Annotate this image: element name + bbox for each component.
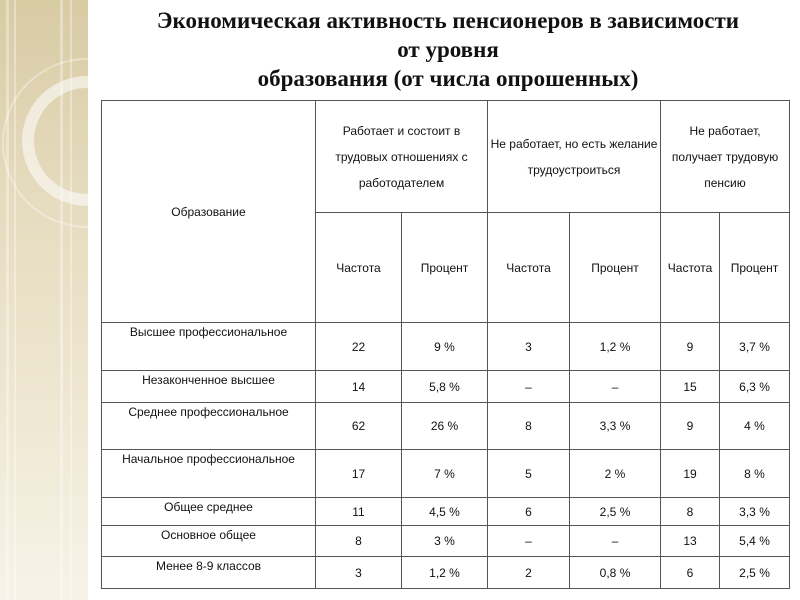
cell-value: 3,3 % <box>570 403 661 450</box>
table-row <box>102 323 790 371</box>
subheader-frequency: Частота <box>661 213 720 323</box>
cell-value: 3 <box>488 323 570 371</box>
table-header-row <box>102 101 790 213</box>
sidebar-stripe <box>14 0 16 600</box>
cell-value: 26 % <box>402 403 488 450</box>
group-header-pension: Не работает, получает трудовую пенсию <box>661 101 790 213</box>
education-level: Высшее профессиональное <box>102 323 316 371</box>
cell-value: 2,5 % <box>720 557 790 589</box>
education-level: Менее 8-9 классов <box>102 557 316 589</box>
cell-value: 62 <box>316 403 402 450</box>
cell-value: 6 <box>488 498 570 526</box>
education-level: Основное общее <box>102 526 316 557</box>
cell-value: 19 <box>661 450 720 498</box>
cell-value: 17 <box>316 450 402 498</box>
table-row <box>102 450 790 498</box>
cell-value: 3,3 % <box>720 498 790 526</box>
cell-value: 5,8 % <box>402 371 488 403</box>
cell-value: 0,8 % <box>570 557 661 589</box>
title-line-2: от уровня <box>397 37 499 62</box>
group-header-wants-job: Не работает, но есть желание трудоустроиться <box>488 101 661 213</box>
subheader-percent: Процент <box>402 213 488 323</box>
cell-value: 8 <box>488 403 570 450</box>
table-row <box>102 526 790 557</box>
cell-value: 4 % <box>720 403 790 450</box>
education-level: Общее среднее <box>102 498 316 526</box>
table-row <box>102 371 790 403</box>
table-row <box>102 557 790 589</box>
sidebar-stripe <box>6 0 9 600</box>
cell-value: 8 % <box>720 450 790 498</box>
cell-value: 6,3 % <box>720 371 790 403</box>
cell-value: 22 <box>316 323 402 371</box>
subheader-percent: Процент <box>570 213 661 323</box>
cell-value: 2 <box>488 557 570 589</box>
cell-value: – <box>488 371 570 403</box>
education-header: Образование <box>102 101 316 323</box>
cell-value: 9 <box>661 403 720 450</box>
table-row <box>102 403 790 450</box>
slide-title <box>96 6 800 93</box>
cell-value: 15 <box>661 371 720 403</box>
cell-value: 1,2 % <box>570 323 661 371</box>
cell-value: 4,5 % <box>402 498 488 526</box>
cell-value: 2 % <box>570 450 661 498</box>
cell-value: 14 <box>316 371 402 403</box>
cell-value: 3,7 % <box>720 323 790 371</box>
cell-value: 1,2 % <box>402 557 488 589</box>
cell-value: 9 % <box>402 323 488 371</box>
cell-value: 5 <box>488 450 570 498</box>
subheader-percent: Процент <box>720 213 790 323</box>
cell-value: 7 % <box>402 450 488 498</box>
education-level: Незаконченное высшее <box>102 371 316 403</box>
cell-value: 2,5 % <box>570 498 661 526</box>
cell-value: 9 <box>661 323 720 371</box>
cell-value: 13 <box>661 526 720 557</box>
table-row <box>102 498 790 526</box>
decorative-sidebar <box>0 0 88 600</box>
cell-value: 6 <box>661 557 720 589</box>
cell-value: 8 <box>661 498 720 526</box>
cell-value: – <box>488 526 570 557</box>
cell-value: 11 <box>316 498 402 526</box>
cell-value: 3 <box>316 557 402 589</box>
cell-value: 5,4 % <box>720 526 790 557</box>
cell-value: 8 <box>316 526 402 557</box>
title-line-3: образования (от числа опрошенных) <box>257 66 639 91</box>
cell-value: 3 % <box>402 526 488 557</box>
education-level: Среднее профессиональное <box>102 403 316 450</box>
education-activity-table <box>101 100 790 589</box>
subheader-frequency: Частота <box>316 213 402 323</box>
group-header-employed: Работает и состоит в трудовых отношениях с работодателем <box>316 101 488 213</box>
subheader-frequency: Частота <box>488 213 570 323</box>
title-line-1: Экономическая активность пенсионеров в зависимости <box>156 8 740 33</box>
cell-value: – <box>570 526 661 557</box>
education-level: Начальное профессиональное <box>102 450 316 498</box>
cell-value: – <box>570 371 661 403</box>
